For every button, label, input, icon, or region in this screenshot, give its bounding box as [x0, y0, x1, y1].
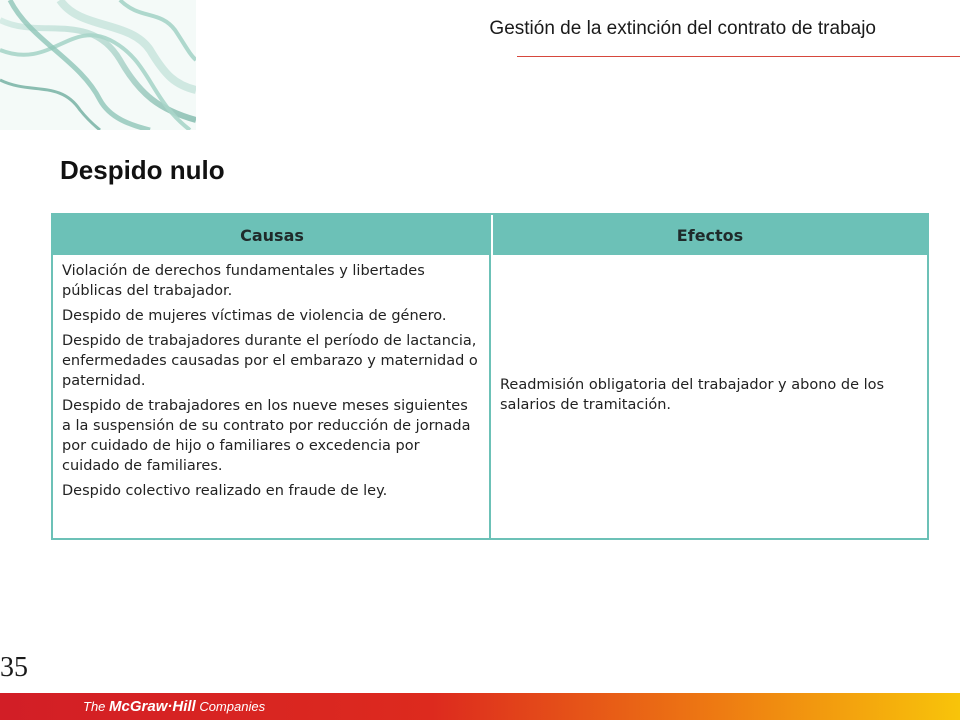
causes-cell — [53, 255, 491, 538]
effects-cell — [491, 255, 927, 538]
column-header-causes: Causas — [53, 215, 493, 255]
causes-effects-table — [51, 213, 929, 540]
logo-suffix: Companies — [195, 699, 266, 714]
cause-item: Despido de mujeres víctimas de violencia de género. — [62, 308, 447, 324]
logo-brand: McGraw·Hill — [109, 698, 196, 715]
footer-bar — [0, 693, 960, 720]
slide-number: 35 — [0, 652, 28, 683]
header-title: Gestión de la extinción del contrato de trabajo — [489, 18, 876, 39]
effect-text: Readmisión obligatoria del trabajador y abono de los salarios de tramitación. — [500, 376, 885, 413]
logo-prefix: The — [83, 699, 110, 714]
page-title: Despido nulo — [60, 155, 225, 185]
cause-item: Violación de derechos fundamentales y libertades públicas del trabajador. — [62, 263, 425, 299]
column-header-effects: Efectos — [676, 225, 744, 245]
publisher-logo — [83, 698, 265, 716]
cause-item: Despido colectivo realizado en fraude de ley. — [62, 483, 388, 499]
decorative-swirl-image — [0, 0, 196, 130]
cause-item: Despido de trabajadores durante el período de lactancia, enfermedades causadas por el embarazo y maternidad o paternidad. — [62, 333, 478, 389]
table-body-row — [53, 255, 927, 538]
cause-item: Despido de trabajadores en los nueve meses siguientes a la suspensión de su contrato por reducción de jornada por cuidado de hijo o familiares o excedencia por cuidado de familiares. — [62, 398, 471, 474]
table-header-row — [53, 215, 927, 255]
header-divider — [517, 56, 960, 57]
